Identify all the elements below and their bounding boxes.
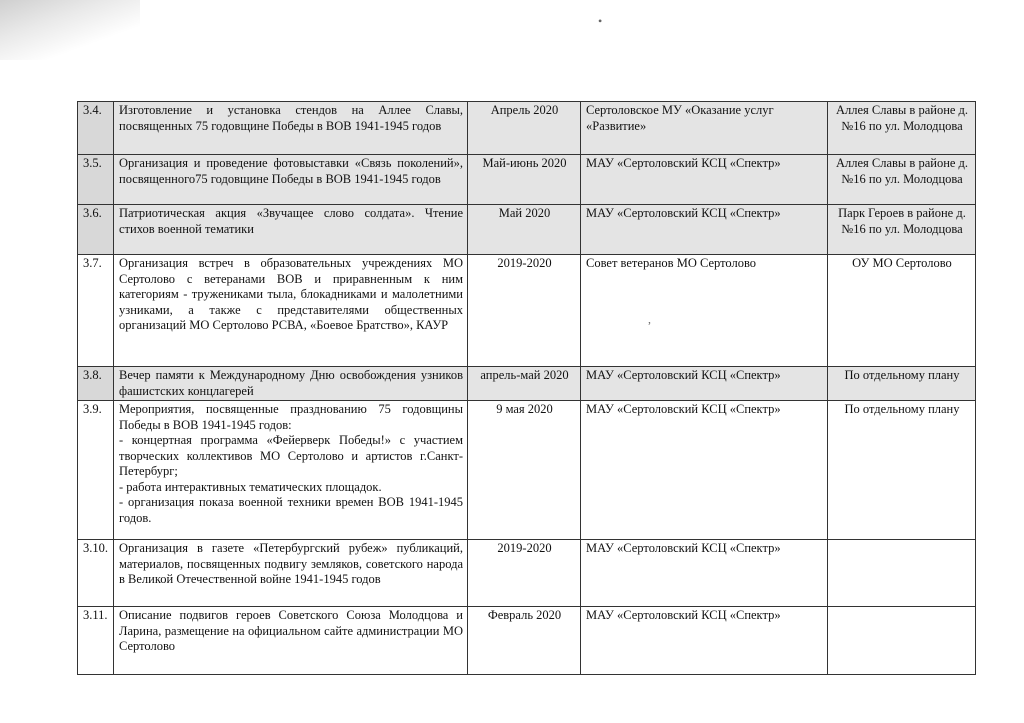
event-place (828, 607, 976, 675)
scan-speck: • (598, 14, 603, 28)
row-number: 3.11. (78, 607, 114, 675)
event-organizer: МАУ «Сертоловский КСЦ «Спектр» (581, 540, 828, 607)
event-place: Парк Героев в районе д. №16 по ул. Молодцова (828, 205, 976, 255)
table-row (78, 205, 976, 255)
row-number: 3.7. (78, 255, 114, 367)
event-organizer: МАУ «Сертоловский КСЦ «Спектр» (581, 155, 828, 205)
row-number: 3.10. (78, 540, 114, 607)
event-organizer: МАУ «Сертоловский КСЦ «Спектр» (581, 205, 828, 255)
description-line: Мероприятия, посвященные празднованию 75 годовщины Победы в ВОВ 1941-1945 годов: (119, 402, 463, 432)
event-date: Апрель 2020 (468, 102, 581, 155)
event-place: Аллея Славы в районе д. №16 по ул. Молодцова (828, 102, 976, 155)
event-date: 2019-2020 (468, 255, 581, 367)
event-organizer: МАУ «Сертоловский КСЦ «Спектр» (581, 401, 828, 540)
event-organizer: Совет ветеранов МО Сертолово (581, 255, 828, 367)
event-place: По отдельному плану (828, 401, 976, 540)
event-place: ОУ МО Сертолово (828, 255, 976, 367)
table-row (78, 401, 976, 540)
event-description: Изготовление и установка стендов на Аллее Славы, посвященных 75 годовщине Победы в ВОВ 1941-1945 годов (114, 102, 468, 155)
event-date: Февраль 2020 (468, 607, 581, 675)
event-date: апрель-май 2020 (468, 367, 581, 401)
scan-shadow (0, 0, 140, 60)
row-number: 3.5. (78, 155, 114, 205)
scan-speck: , (648, 312, 651, 326)
event-description (114, 401, 468, 540)
event-date: Май-июнь 2020 (468, 155, 581, 205)
row-number: 3.6. (78, 205, 114, 255)
events-plan-table (77, 101, 976, 675)
event-description: Вечер памяти к Международному Дню освобождения узников фашистских концлагерей (114, 367, 468, 401)
event-description: Организация в газете «Петербургский рубеж» публикаций, материалов, посвященных подвигу земляков, советского народа в Великой Отечественной войне 1941-1945 годов (114, 540, 468, 607)
row-number: 3.8. (78, 367, 114, 401)
event-organizer: МАУ «Сертоловский КСЦ «Спектр» (581, 367, 828, 401)
table-row (78, 255, 976, 367)
event-organizer: Сертоловское МУ «Оказание услуг «Развитие» (581, 102, 828, 155)
event-place (828, 540, 976, 607)
event-date: Май 2020 (468, 205, 581, 255)
event-place: По отдельному плану (828, 367, 976, 401)
event-date: 9 мая 2020 (468, 401, 581, 540)
event-description: Организация и проведение фотовыставки «Связь поколений», посвященного75 годовщине Победы в ВОВ 1941-1945 годов (114, 155, 468, 205)
table-row (78, 540, 976, 607)
table-row (78, 155, 976, 205)
event-date: 2019-2020 (468, 540, 581, 607)
row-number: 3.9. (78, 401, 114, 540)
event-description: Организация встреч в образовательных учреждениях МО Сертолово с ветеранами ВОВ и приравненным к ним категориям - тружениками тыла, блокадниками и малолетними узниками, а также с представителями общественных организаций МО Сертолово РСВА, «Боевое Братство», КАУР (114, 255, 468, 367)
event-place: Аллея Славы в районе д. №16 по ул. Молодцова (828, 155, 976, 205)
description-line: - концертная программа «Фейерверк Победы!» с участием творческих коллективов МО Сертолово и артистов г.Санкт-Петербург; (119, 433, 463, 478)
table-row (78, 607, 976, 675)
row-number: 3.4. (78, 102, 114, 155)
table-row (78, 102, 976, 155)
table-row (78, 367, 976, 401)
event-description: Патриотическая акция «Звучащее слово солдата». Чтение стихов военной тематики (114, 205, 468, 255)
event-description: Описание подвигов героев Советского Союза Молодцова и Ларина, размещение на официальном сайте администрации МО Сертолово (114, 607, 468, 675)
description-line: - организация показа военной техники времен ВОВ 1941-1945 годов. (119, 495, 463, 525)
description-line: - работа интерактивных тематических площадок. (119, 479, 382, 494)
event-organizer: МАУ «Сертоловский КСЦ «Спектр» (581, 607, 828, 675)
